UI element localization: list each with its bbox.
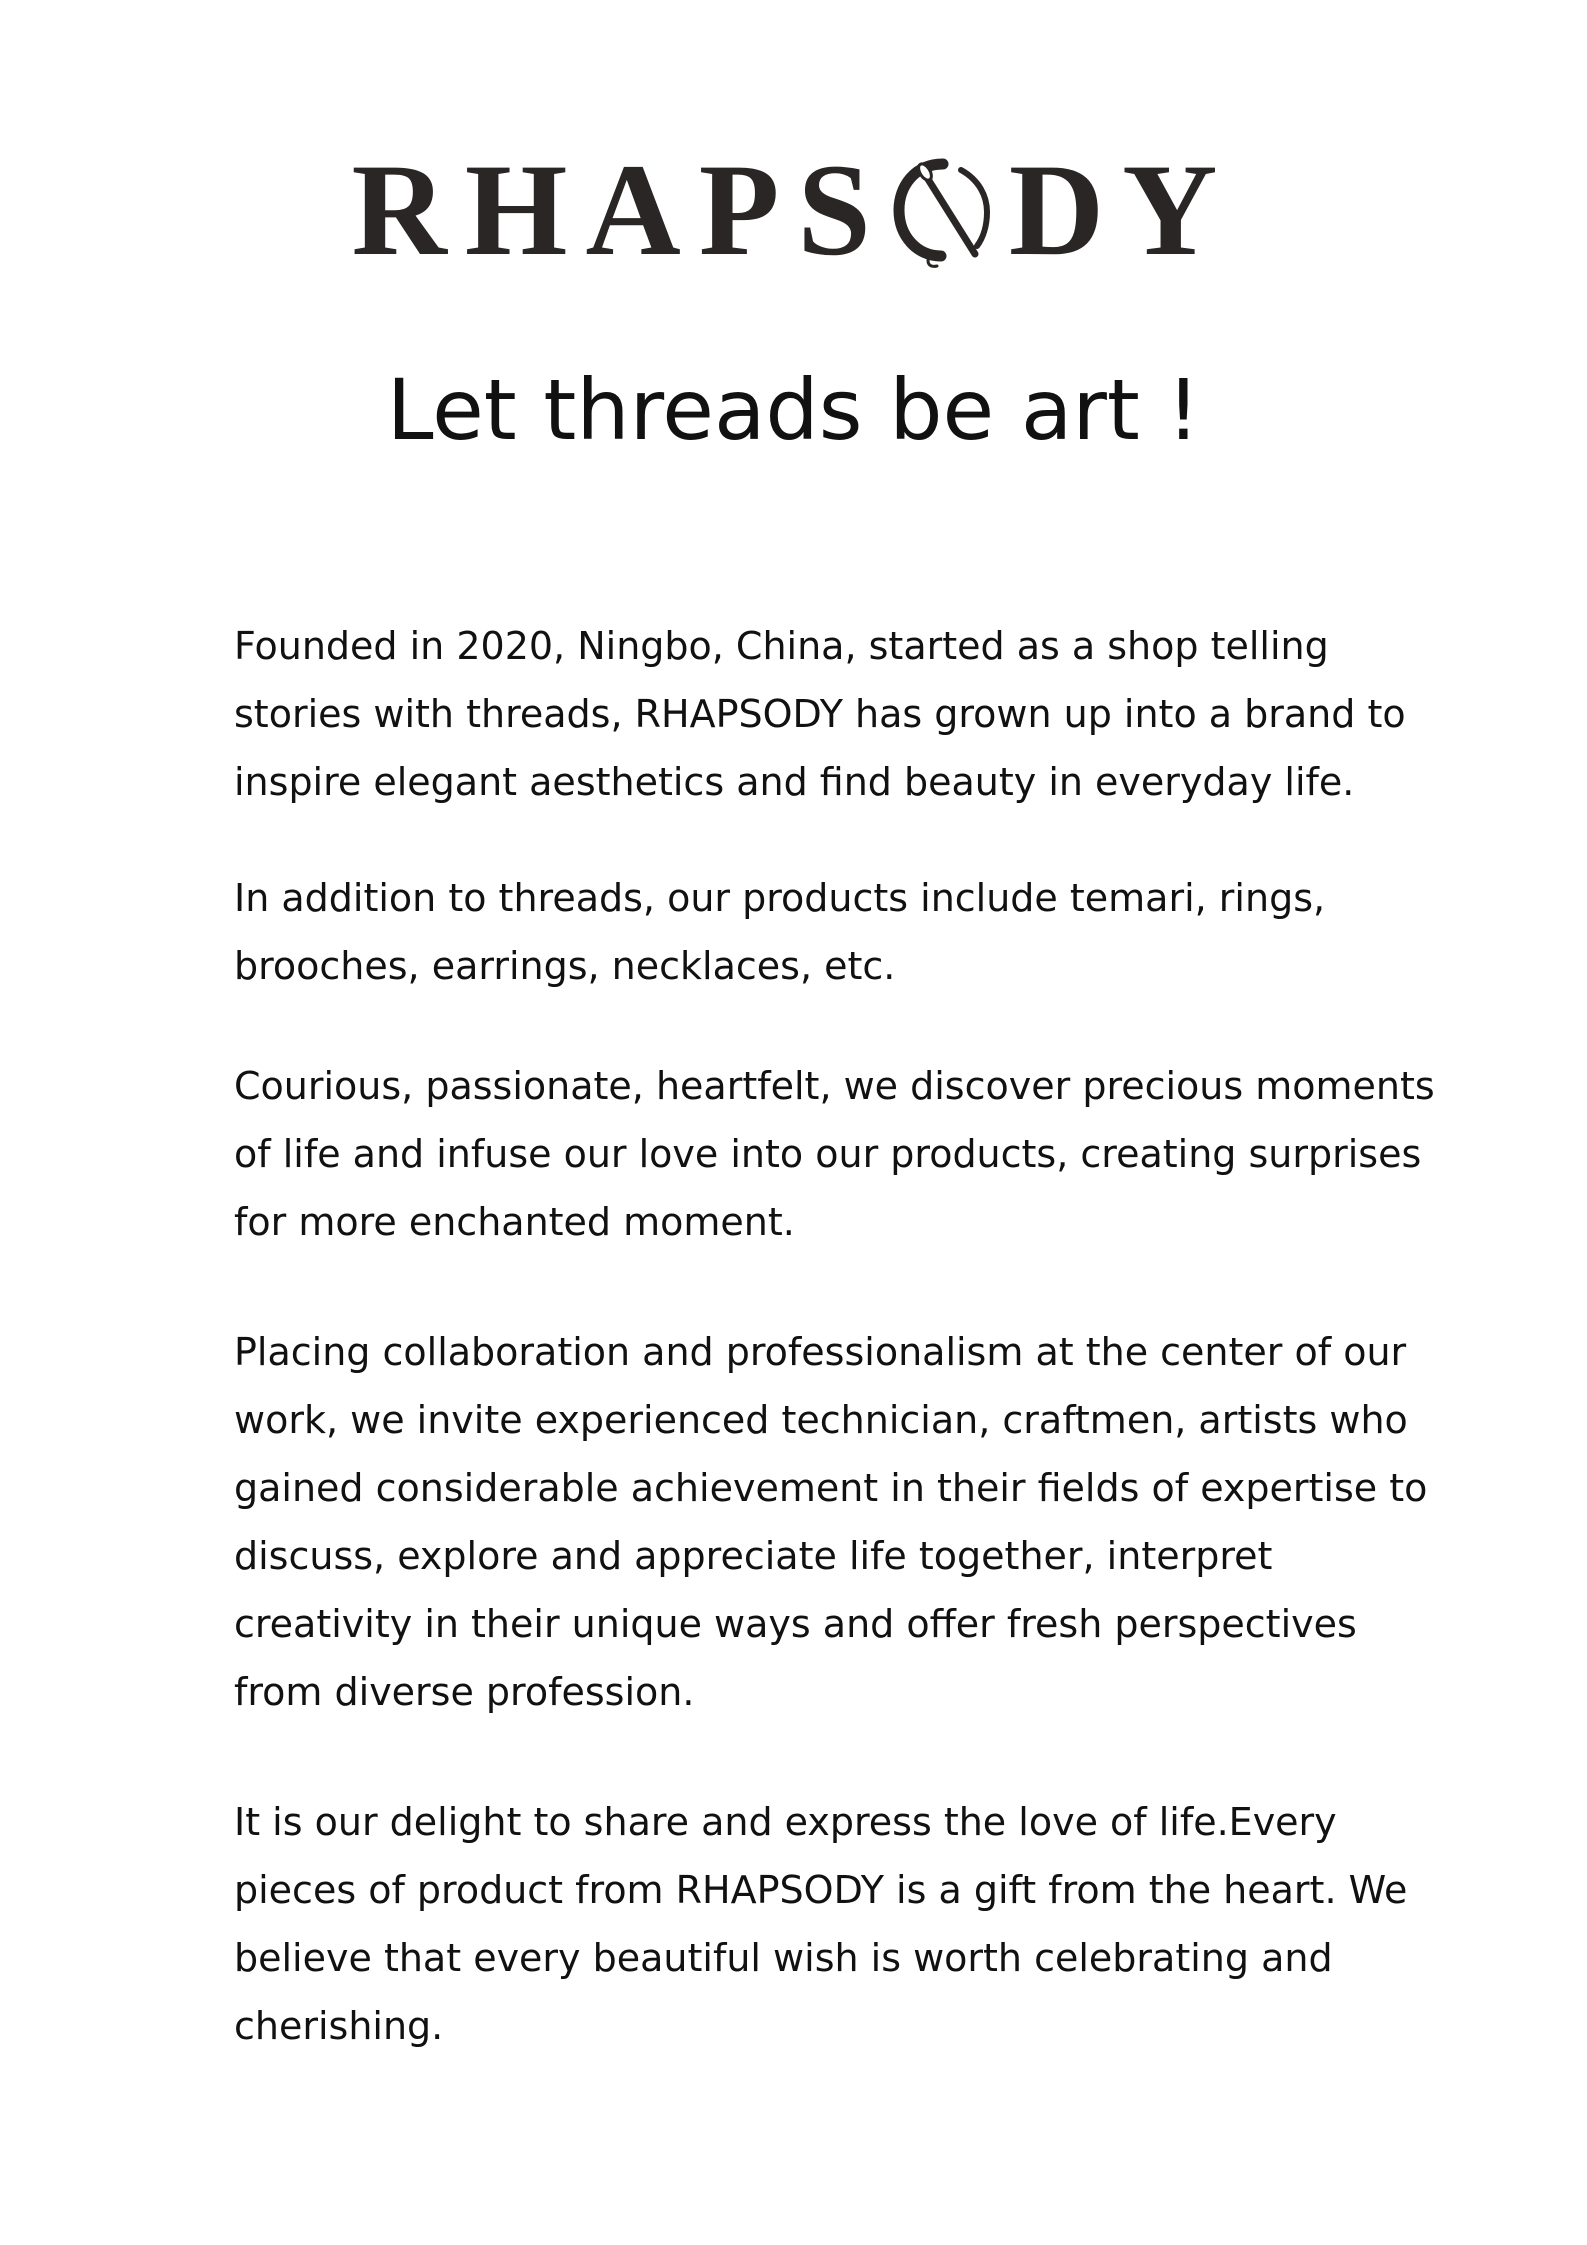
tagline: Let threads be art ! (386, 361, 1201, 459)
paragraph-values: Courious, passionate, heartfelt, we discover precious moments of life and infuse our love into our products, creating surprises for more enchanted moment. (234, 1064, 1435, 1244)
brand-story (234, 612, 1454, 2060)
paragraph-founding: Founded in 2020, Ningbo, China, started as a shop telling stories with threads, RHAPSODY has grown up into a brand to inspire elegant aesthetics and find beauty in everyday life. (234, 624, 1406, 804)
brand-logo-part-2: DY (1008, 136, 1236, 283)
brand-logo-part-1: RHAPS (351, 136, 889, 283)
brand-logo (0, 136, 1587, 283)
needle-thread-icon (891, 150, 995, 270)
paragraph-closing: It is our delight to share and express the love of life.Every pieces of product from RHAPSODY is a gift from the heart. We believe that every beautiful wish is worth celebrating and cherishing. (234, 1800, 1408, 2048)
paragraph-collaboration: Placing collaboration and professionalism at the center of our work, we invite experienced technician, craftmen, artists who gained considerable achievement in their fields of expertise to discuss, explore and appreciate life together, interpret creativity in their unique ways and offer fresh perspectives from diverse profession. (234, 1330, 1428, 1714)
paragraph-products: In addition to threads, our products include temari, rings, brooches, earrings, necklaces, etc. (234, 876, 1326, 988)
brand-logo-wordmark (351, 136, 1236, 283)
